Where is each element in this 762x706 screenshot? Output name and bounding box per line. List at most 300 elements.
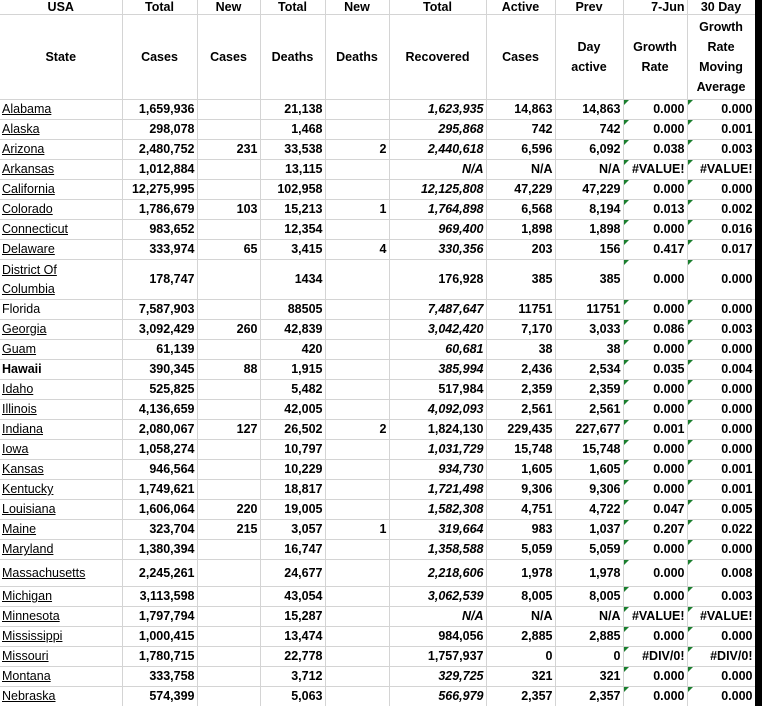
total-deaths-cell[interactable]: 13,115 — [260, 160, 325, 180]
avg-cell[interactable]: 0.001 — [687, 120, 755, 140]
avg-cell[interactable]: 0.000 — [687, 300, 755, 320]
growth-cell[interactable]: 0.000 — [623, 220, 687, 240]
new-deaths-cell[interactable] — [325, 180, 389, 200]
avg-cell[interactable]: 0.005 — [687, 500, 755, 520]
active-cell[interactable]: 47,229 — [486, 180, 555, 200]
growth-cell[interactable]: 0.000 — [623, 300, 687, 320]
recovered-cell[interactable]: 60,681 — [389, 340, 486, 360]
total-deaths-cell[interactable]: 15,213 — [260, 200, 325, 220]
prev-active-cell[interactable]: 385 — [555, 260, 623, 300]
state-cell[interactable]: Nebraska — [0, 687, 122, 706]
state-cell[interactable]: Alabama — [0, 100, 122, 120]
state-cell[interactable]: Maine — [0, 520, 122, 540]
prev-active-cell[interactable]: 38 — [555, 340, 623, 360]
recovered-cell[interactable]: 1,031,729 — [389, 440, 486, 460]
recovered-cell[interactable]: N/A — [389, 160, 486, 180]
recovered-cell[interactable]: 7,487,647 — [389, 300, 486, 320]
new-deaths-cell[interactable] — [325, 400, 389, 420]
header-cell[interactable]: New — [197, 0, 260, 15]
new-cases-cell[interactable] — [197, 627, 260, 647]
total-deaths-cell[interactable]: 43,054 — [260, 587, 325, 607]
total-deaths-cell[interactable]: 42,005 — [260, 400, 325, 420]
new-cases-cell[interactable] — [197, 400, 260, 420]
avg-cell[interactable]: 0.000 — [687, 400, 755, 420]
total-cases-cell[interactable]: 1,606,064 — [122, 500, 197, 520]
active-cell[interactable]: 4,751 — [486, 500, 555, 520]
state-cell[interactable]: Minnesota — [0, 607, 122, 627]
active-cell[interactable]: 2,359 — [486, 380, 555, 400]
new-cases-cell[interactable] — [197, 687, 260, 706]
header-cell[interactable]: Active — [486, 0, 555, 15]
new-deaths-cell[interactable] — [325, 100, 389, 120]
header-cell[interactable] — [122, 15, 197, 100]
new-deaths-cell[interactable]: 1 — [325, 520, 389, 540]
active-cell[interactable]: 742 — [486, 120, 555, 140]
recovered-cell[interactable]: 1,582,308 — [389, 500, 486, 520]
total-cases-cell[interactable]: 574,399 — [122, 687, 197, 706]
new-deaths-cell[interactable] — [325, 440, 389, 460]
recovered-cell[interactable]: 1,764,898 — [389, 200, 486, 220]
active-cell[interactable]: 11751 — [486, 300, 555, 320]
prev-active-cell[interactable]: 1,978 — [555, 560, 623, 587]
new-deaths-cell[interactable] — [325, 540, 389, 560]
recovered-cell[interactable]: 3,062,539 — [389, 587, 486, 607]
total-cases-cell[interactable]: 333,758 — [122, 667, 197, 687]
avg-cell[interactable]: 0.008 — [687, 560, 755, 587]
active-cell[interactable]: 8,005 — [486, 587, 555, 607]
new-cases-cell[interactable] — [197, 480, 260, 500]
avg-cell[interactable]: #VALUE! — [687, 607, 755, 627]
recovered-cell[interactable]: 385,994 — [389, 360, 486, 380]
state-cell[interactable]: Guam — [0, 340, 122, 360]
active-cell[interactable]: 9,306 — [486, 480, 555, 500]
recovered-cell[interactable]: 934,730 — [389, 460, 486, 480]
active-cell[interactable]: 385 — [486, 260, 555, 300]
prev-active-cell[interactable]: N/A — [555, 607, 623, 627]
avg-cell[interactable]: 0.000 — [687, 380, 755, 400]
total-deaths-cell[interactable]: 19,005 — [260, 500, 325, 520]
total-deaths-cell[interactable]: 24,677 — [260, 560, 325, 587]
growth-cell[interactable]: #VALUE! — [623, 607, 687, 627]
recovered-cell[interactable]: 2,440,618 — [389, 140, 486, 160]
total-cases-cell[interactable]: 7,587,903 — [122, 300, 197, 320]
total-deaths-cell[interactable]: 26,502 — [260, 420, 325, 440]
new-cases-cell[interactable] — [197, 647, 260, 667]
recovered-cell[interactable]: 969,400 — [389, 220, 486, 240]
prev-active-cell[interactable]: 8,194 — [555, 200, 623, 220]
new-deaths-cell[interactable] — [325, 360, 389, 380]
avg-cell[interactable]: 0.002 — [687, 200, 755, 220]
total-cases-cell[interactable]: 333,974 — [122, 240, 197, 260]
total-cases-cell[interactable]: 1,380,394 — [122, 540, 197, 560]
total-deaths-cell[interactable]: 33,538 — [260, 140, 325, 160]
new-deaths-cell[interactable] — [325, 667, 389, 687]
growth-cell[interactable]: 0.013 — [623, 200, 687, 220]
new-deaths-cell[interactable] — [325, 220, 389, 240]
avg-cell[interactable]: #VALUE! — [687, 160, 755, 180]
header-cell[interactable] — [623, 15, 687, 100]
growth-cell[interactable]: 0.000 — [623, 667, 687, 687]
state-cell[interactable]: Illinois — [0, 400, 122, 420]
header-cell[interactable] — [389, 15, 486, 100]
active-cell[interactable]: 6,568 — [486, 200, 555, 220]
recovered-cell[interactable]: 517,984 — [389, 380, 486, 400]
state-cell[interactable]: Massachusetts — [0, 560, 122, 587]
total-deaths-cell[interactable]: 16,747 — [260, 540, 325, 560]
new-cases-cell[interactable] — [197, 587, 260, 607]
total-deaths-cell[interactable]: 88505 — [260, 300, 325, 320]
total-deaths-cell[interactable]: 420 — [260, 340, 325, 360]
total-cases-cell[interactable]: 61,139 — [122, 340, 197, 360]
recovered-cell[interactable]: 329,725 — [389, 667, 486, 687]
growth-cell[interactable]: 0.000 — [623, 460, 687, 480]
prev-active-cell[interactable]: 15,748 — [555, 440, 623, 460]
total-cases-cell[interactable]: 1,000,415 — [122, 627, 197, 647]
header-cell[interactable]: 30 Day — [687, 0, 755, 15]
prev-active-cell[interactable]: 227,677 — [555, 420, 623, 440]
header-cell[interactable]: Total — [260, 0, 325, 15]
prev-active-cell[interactable]: 14,863 — [555, 100, 623, 120]
new-cases-cell[interactable] — [197, 100, 260, 120]
growth-cell[interactable]: #VALUE! — [623, 160, 687, 180]
prev-active-cell[interactable]: 1,898 — [555, 220, 623, 240]
state-cell[interactable]: Mississippi — [0, 627, 122, 647]
state-cell[interactable]: Indiana — [0, 420, 122, 440]
header-cell[interactable] — [555, 15, 623, 100]
new-deaths-cell[interactable]: 1 — [325, 200, 389, 220]
new-cases-cell[interactable]: 260 — [197, 320, 260, 340]
prev-active-cell[interactable]: 2,561 — [555, 400, 623, 420]
header-cell[interactable]: 7-Jun — [623, 0, 687, 15]
avg-cell[interactable]: 0.003 — [687, 320, 755, 340]
recovered-cell[interactable]: N/A — [389, 607, 486, 627]
state-cell[interactable]: Connecticut — [0, 220, 122, 240]
growth-cell[interactable]: 0.000 — [623, 540, 687, 560]
new-cases-cell[interactable]: 88 — [197, 360, 260, 380]
new-deaths-cell[interactable]: 4 — [325, 240, 389, 260]
header-cell[interactable] — [486, 15, 555, 100]
avg-cell[interactable]: 0.001 — [687, 480, 755, 500]
avg-cell[interactable]: 0.003 — [687, 587, 755, 607]
total-deaths-cell[interactable]: 102,958 — [260, 180, 325, 200]
active-cell[interactable]: 7,170 — [486, 320, 555, 340]
recovered-cell[interactable]: 984,056 — [389, 627, 486, 647]
new-cases-cell[interactable] — [197, 160, 260, 180]
total-deaths-cell[interactable]: 1,468 — [260, 120, 325, 140]
total-cases-cell[interactable]: 1,786,679 — [122, 200, 197, 220]
new-deaths-cell[interactable]: 2 — [325, 140, 389, 160]
state-cell[interactable]: Kansas — [0, 460, 122, 480]
avg-cell[interactable]: 0.017 — [687, 240, 755, 260]
total-deaths-cell[interactable]: 42,839 — [260, 320, 325, 340]
total-deaths-cell[interactable]: 3,415 — [260, 240, 325, 260]
total-cases-cell[interactable]: 1,797,794 — [122, 607, 197, 627]
total-deaths-cell[interactable]: 1,915 — [260, 360, 325, 380]
total-deaths-cell[interactable]: 10,229 — [260, 460, 325, 480]
prev-active-cell[interactable]: 47,229 — [555, 180, 623, 200]
prev-active-cell[interactable]: 3,033 — [555, 320, 623, 340]
header-cell[interactable]: Prev — [555, 0, 623, 15]
new-deaths-cell[interactable] — [325, 320, 389, 340]
avg-cell[interactable]: 0.000 — [687, 540, 755, 560]
prev-active-cell[interactable]: 2,359 — [555, 380, 623, 400]
growth-cell[interactable]: #DIV/0! — [623, 647, 687, 667]
active-cell[interactable]: 2,436 — [486, 360, 555, 380]
header-cell[interactable] — [197, 15, 260, 100]
active-cell[interactable]: N/A — [486, 607, 555, 627]
header-cell[interactable] — [325, 15, 389, 100]
new-deaths-cell[interactable] — [325, 380, 389, 400]
new-deaths-cell[interactable] — [325, 300, 389, 320]
recovered-cell[interactable]: 3,042,420 — [389, 320, 486, 340]
avg-cell[interactable]: 0.001 — [687, 460, 755, 480]
avg-cell[interactable]: 0.000 — [687, 180, 755, 200]
recovered-cell[interactable]: 1,721,498 — [389, 480, 486, 500]
growth-cell[interactable]: 0.000 — [623, 120, 687, 140]
growth-cell[interactable]: 0.000 — [623, 480, 687, 500]
growth-cell[interactable]: 0.000 — [623, 180, 687, 200]
new-deaths-cell[interactable] — [325, 587, 389, 607]
new-deaths-cell[interactable] — [325, 340, 389, 360]
growth-cell[interactable]: 0.000 — [623, 400, 687, 420]
total-deaths-cell[interactable]: 22,778 — [260, 647, 325, 667]
total-cases-cell[interactable]: 2,080,067 — [122, 420, 197, 440]
new-deaths-cell[interactable] — [325, 120, 389, 140]
total-cases-cell[interactable]: 1,780,715 — [122, 647, 197, 667]
state-cell[interactable]: Georgia — [0, 320, 122, 340]
avg-cell[interactable]: 0.000 — [687, 420, 755, 440]
total-cases-cell[interactable]: 323,704 — [122, 520, 197, 540]
recovered-cell[interactable]: 1,824,130 — [389, 420, 486, 440]
active-cell[interactable]: 2,885 — [486, 627, 555, 647]
new-cases-cell[interactable]: 103 — [197, 200, 260, 220]
total-cases-cell[interactable]: 1,012,884 — [122, 160, 197, 180]
new-cases-cell[interactable] — [197, 300, 260, 320]
new-cases-cell[interactable] — [197, 180, 260, 200]
header-cell[interactable]: USA — [0, 0, 122, 15]
total-deaths-cell[interactable]: 13,474 — [260, 627, 325, 647]
prev-active-cell[interactable]: 1,605 — [555, 460, 623, 480]
growth-cell[interactable]: 0.207 — [623, 520, 687, 540]
new-deaths-cell[interactable] — [325, 160, 389, 180]
avg-cell[interactable]: 0.000 — [687, 687, 755, 706]
avg-cell[interactable]: 0.000 — [687, 340, 755, 360]
new-cases-cell[interactable] — [197, 120, 260, 140]
growth-cell[interactable]: 0.000 — [623, 100, 687, 120]
growth-cell[interactable]: 0.000 — [623, 340, 687, 360]
state-cell[interactable]: Arizona — [0, 140, 122, 160]
growth-cell[interactable]: 0.086 — [623, 320, 687, 340]
total-deaths-cell[interactable]: 21,138 — [260, 100, 325, 120]
growth-cell[interactable]: 0.047 — [623, 500, 687, 520]
new-deaths-cell[interactable] — [325, 460, 389, 480]
avg-cell[interactable]: 0.003 — [687, 140, 755, 160]
recovered-cell[interactable]: 1,757,937 — [389, 647, 486, 667]
recovered-cell[interactable]: 330,356 — [389, 240, 486, 260]
growth-cell[interactable]: 0.000 — [623, 560, 687, 587]
total-deaths-cell[interactable]: 5,063 — [260, 687, 325, 706]
growth-cell[interactable]: 0.000 — [623, 687, 687, 706]
header-cell[interactable]: New — [325, 0, 389, 15]
new-cases-cell[interactable] — [197, 340, 260, 360]
total-cases-cell[interactable]: 298,078 — [122, 120, 197, 140]
new-deaths-cell[interactable] — [325, 627, 389, 647]
state-cell[interactable]: Idaho — [0, 380, 122, 400]
new-deaths-cell[interactable] — [325, 647, 389, 667]
total-deaths-cell[interactable]: 18,817 — [260, 480, 325, 500]
total-cases-cell[interactable]: 525,825 — [122, 380, 197, 400]
state-cell[interactable] — [0, 260, 122, 300]
active-cell[interactable]: 1,978 — [486, 560, 555, 587]
total-cases-cell[interactable]: 2,480,752 — [122, 140, 197, 160]
new-deaths-cell[interactable] — [325, 500, 389, 520]
new-cases-cell[interactable]: 231 — [197, 140, 260, 160]
avg-cell[interactable]: 0.000 — [687, 667, 755, 687]
growth-cell[interactable]: 0.038 — [623, 140, 687, 160]
recovered-cell[interactable]: 2,218,606 — [389, 560, 486, 587]
prev-active-cell[interactable]: 2,534 — [555, 360, 623, 380]
active-cell[interactable]: N/A — [486, 160, 555, 180]
active-cell[interactable]: 1,898 — [486, 220, 555, 240]
total-cases-cell[interactable]: 1,749,621 — [122, 480, 197, 500]
total-deaths-cell[interactable]: 12,354 — [260, 220, 325, 240]
total-deaths-cell[interactable]: 3,057 — [260, 520, 325, 540]
avg-cell[interactable]: 0.000 — [687, 627, 755, 647]
header-cell[interactable] — [687, 15, 755, 100]
prev-active-cell[interactable]: 1,037 — [555, 520, 623, 540]
active-cell[interactable]: 2,357 — [486, 687, 555, 706]
new-cases-cell[interactable] — [197, 560, 260, 587]
state-cell[interactable]: Iowa — [0, 440, 122, 460]
new-cases-cell[interactable] — [197, 607, 260, 627]
recovered-cell[interactable]: 319,664 — [389, 520, 486, 540]
new-cases-cell[interactable] — [197, 460, 260, 480]
header-cell[interactable] — [0, 15, 122, 100]
growth-cell[interactable]: 0.000 — [623, 627, 687, 647]
new-deaths-cell[interactable] — [325, 480, 389, 500]
state-cell[interactable]: Maryland — [0, 540, 122, 560]
new-cases-cell[interactable] — [197, 260, 260, 300]
recovered-cell[interactable]: 295,868 — [389, 120, 486, 140]
active-cell[interactable]: 321 — [486, 667, 555, 687]
total-deaths-cell[interactable]: 1434 — [260, 260, 325, 300]
new-cases-cell[interactable] — [197, 380, 260, 400]
state-cell[interactable]: Alaska — [0, 120, 122, 140]
new-cases-cell[interactable]: 127 — [197, 420, 260, 440]
total-cases-cell[interactable]: 946,564 — [122, 460, 197, 480]
recovered-cell[interactable]: 176,928 — [389, 260, 486, 300]
prev-active-cell[interactable]: 156 — [555, 240, 623, 260]
total-deaths-cell[interactable]: 15,287 — [260, 607, 325, 627]
total-cases-cell[interactable]: 3,092,429 — [122, 320, 197, 340]
avg-cell[interactable]: 0.004 — [687, 360, 755, 380]
recovered-cell[interactable]: 1,623,935 — [389, 100, 486, 120]
growth-cell[interactable]: 0.000 — [623, 440, 687, 460]
active-cell[interactable]: 14,863 — [486, 100, 555, 120]
active-cell[interactable]: 0 — [486, 647, 555, 667]
header-cell[interactable]: Total — [122, 0, 197, 15]
growth-cell[interactable]: 0.000 — [623, 380, 687, 400]
total-deaths-cell[interactable]: 5,482 — [260, 380, 325, 400]
growth-cell[interactable]: 0.001 — [623, 420, 687, 440]
active-cell[interactable]: 2,561 — [486, 400, 555, 420]
active-cell[interactable]: 1,605 — [486, 460, 555, 480]
new-cases-cell[interactable] — [197, 440, 260, 460]
prev-active-cell[interactable]: 0 — [555, 647, 623, 667]
prev-active-cell[interactable]: 2,357 — [555, 687, 623, 706]
new-cases-cell[interactable] — [197, 667, 260, 687]
growth-cell[interactable]: 0.417 — [623, 240, 687, 260]
avg-cell[interactable]: #DIV/0! — [687, 647, 755, 667]
total-cases-cell[interactable]: 3,113,598 — [122, 587, 197, 607]
avg-cell[interactable]: 0.016 — [687, 220, 755, 240]
new-deaths-cell[interactable] — [325, 607, 389, 627]
state-cell[interactable]: Missouri — [0, 647, 122, 667]
active-cell[interactable]: 6,596 — [486, 140, 555, 160]
new-deaths-cell[interactable]: 2 — [325, 420, 389, 440]
header-cell[interactable]: Total — [389, 0, 486, 15]
active-cell[interactable]: 38 — [486, 340, 555, 360]
total-deaths-cell[interactable]: 10,797 — [260, 440, 325, 460]
prev-active-cell[interactable]: 9,306 — [555, 480, 623, 500]
growth-cell[interactable]: 0.035 — [623, 360, 687, 380]
total-deaths-cell[interactable]: 3,712 — [260, 667, 325, 687]
recovered-cell[interactable]: 566,979 — [389, 687, 486, 706]
state-cell[interactable]: Kentucky — [0, 480, 122, 500]
active-cell[interactable]: 15,748 — [486, 440, 555, 460]
recovered-cell[interactable]: 1,358,588 — [389, 540, 486, 560]
state-cell[interactable]: Montana — [0, 667, 122, 687]
state-cell[interactable]: Arkansas — [0, 160, 122, 180]
state-cell[interactable]: Delaware — [0, 240, 122, 260]
prev-active-cell[interactable]: 2,885 — [555, 627, 623, 647]
state-cell[interactable]: California — [0, 180, 122, 200]
prev-active-cell[interactable]: 5,059 — [555, 540, 623, 560]
total-cases-cell[interactable]: 12,275,995 — [122, 180, 197, 200]
new-cases-cell[interactable] — [197, 540, 260, 560]
total-cases-cell[interactable]: 4,136,659 — [122, 400, 197, 420]
prev-active-cell[interactable]: 6,092 — [555, 140, 623, 160]
total-cases-cell[interactable]: 983,652 — [122, 220, 197, 240]
state-cell[interactable]: Michigan — [0, 587, 122, 607]
recovered-cell[interactable]: 12,125,808 — [389, 180, 486, 200]
total-cases-cell[interactable]: 2,245,261 — [122, 560, 197, 587]
avg-cell[interactable]: 0.022 — [687, 520, 755, 540]
active-cell[interactable]: 983 — [486, 520, 555, 540]
state-cell[interactable]: Louisiana — [0, 500, 122, 520]
recovered-cell[interactable]: 4,092,093 — [389, 400, 486, 420]
new-cases-cell[interactable]: 65 — [197, 240, 260, 260]
header-cell[interactable] — [260, 15, 325, 100]
total-cases-cell[interactable]: 1,659,936 — [122, 100, 197, 120]
new-cases-cell[interactable]: 215 — [197, 520, 260, 540]
prev-active-cell[interactable]: N/A — [555, 160, 623, 180]
active-cell[interactable]: 5,059 — [486, 540, 555, 560]
prev-active-cell[interactable]: 742 — [555, 120, 623, 140]
total-cases-cell[interactable]: 390,345 — [122, 360, 197, 380]
active-cell[interactable]: 203 — [486, 240, 555, 260]
prev-active-cell[interactable]: 321 — [555, 667, 623, 687]
prev-active-cell[interactable]: 11751 — [555, 300, 623, 320]
new-deaths-cell[interactable] — [325, 687, 389, 706]
new-deaths-cell[interactable] — [325, 260, 389, 300]
total-cases-cell[interactable]: 1,058,274 — [122, 440, 197, 460]
new-cases-cell[interactable]: 220 — [197, 500, 260, 520]
new-deaths-cell[interactable] — [325, 560, 389, 587]
new-cases-cell[interactable] — [197, 220, 260, 240]
avg-cell[interactable]: 0.000 — [687, 100, 755, 120]
prev-active-cell[interactable]: 8,005 — [555, 587, 623, 607]
